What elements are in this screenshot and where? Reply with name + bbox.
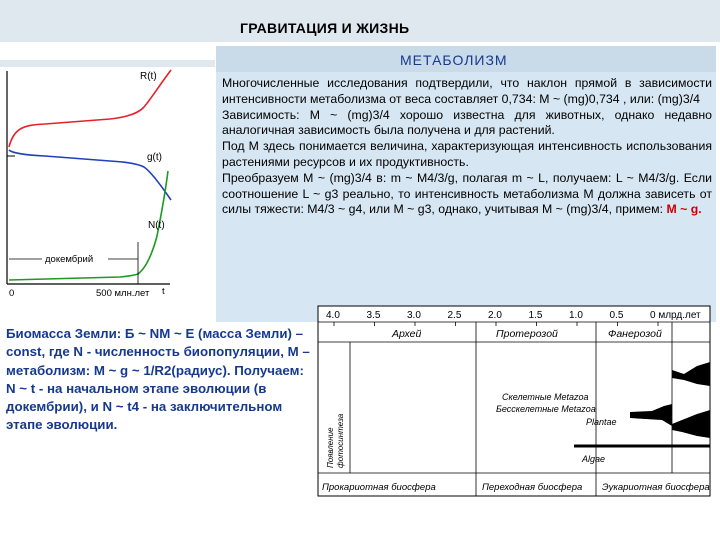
paragraph-3: Под M здесь понимается величина, характеризующая интенсивность использования растениями ресурсов и их продуктивность. — [222, 139, 712, 169]
growth-curves-chart — [0, 66, 182, 301]
organism-plantae: Plantae — [586, 417, 617, 427]
organism-soft: Бесскелетные Metazoa — [496, 404, 596, 414]
organism-algae: Algae — [582, 454, 606, 464]
slide-title: ГРАВИТАЦИЯ И ЖИЗНЬ — [240, 20, 410, 36]
side-label-2: фотосинтеза — [336, 413, 345, 468]
tick-label: 1.5 — [528, 310, 543, 321]
paragraph-1: Многочисленные исследования подтвердили, что наклон прямой в зависимости интенсивности метаболизма от веса составляет 0,734: M ~ (mg)0,734 , или: (mg)3/4 — [222, 76, 712, 106]
tick-label: 3.0 — [407, 310, 421, 321]
panel-title: МЕТАБОЛИЗМ — [400, 52, 508, 68]
label-t: t — [162, 286, 165, 297]
label-g: g(t) — [147, 152, 162, 163]
biosphere-prokaryotic: Прокариотная биосфера — [322, 482, 436, 493]
paragraph-2: Зависимость: M ~ (mg)3/4 хорошо известна для животных, однако недавно аналогичная зависимость была получена и для растений. — [222, 107, 712, 138]
eon-proterozoic: Протерозой — [496, 328, 558, 340]
tick-label: 0.5 — [609, 310, 624, 321]
paragraph-4 — [222, 171, 712, 218]
label-r: R(t) — [140, 71, 157, 82]
tick-label: 4.0 — [326, 310, 340, 321]
biomass-text: Биомасса Земли: Б ~ NM ~ Е (масса Земли) – const, где N - численность биопопуляции, M – метаболизм: M ~ g ~ 1/R2(радиус). Получаем: N ~ t - на начальном этапе эволюции (в докембрии), и N ~ t4 - на заключительном этапе эволюции. — [6, 326, 310, 433]
label-zero: 0 — [9, 288, 15, 299]
tick-label: 1.0 — [569, 310, 583, 321]
paragraph-4-text: Преобразуем M ~ (mg)3/4 в: m ~ M4/3/g, полагая m ~ L, получаем: L ~ M4/3/g. Если соотношение L ~ g3 реально, то интенсивность метаболизма M должна зависеть от силы тяжести: M4/3 ~ g4, или M ~ g3, однако, учитывая M ~ (mg)3/4, примем: — [222, 170, 712, 217]
geologic-timeline-chart — [312, 300, 716, 500]
label-500: 500 млн.лет — [96, 288, 150, 299]
eon-phanerozoic: Фанерозой — [608, 328, 662, 340]
biomass-text-block — [6, 325, 311, 435]
biosphere-transitional: Переходная биосфера — [482, 482, 583, 493]
panel-text — [222, 76, 712, 218]
organism-skeletal: Скелетные Metazoa — [502, 392, 589, 402]
biosphere-eukaryotic: Эукариотная биосфера — [602, 482, 710, 493]
label-n: N(t) — [148, 220, 165, 231]
tick-label: 2.5 — [447, 310, 462, 321]
label-precambrian: докембрий — [45, 254, 94, 265]
tick-label: 0 млрд.лет — [650, 310, 701, 321]
eon-archean: Архей — [392, 328, 422, 340]
side-label-1: Появление — [326, 427, 335, 468]
tick-label: 3.5 — [366, 310, 381, 321]
metabolism-panel — [216, 46, 716, 322]
tick-label: 2.0 — [488, 310, 502, 321]
formula-result: M ~ g. — [666, 202, 702, 217]
